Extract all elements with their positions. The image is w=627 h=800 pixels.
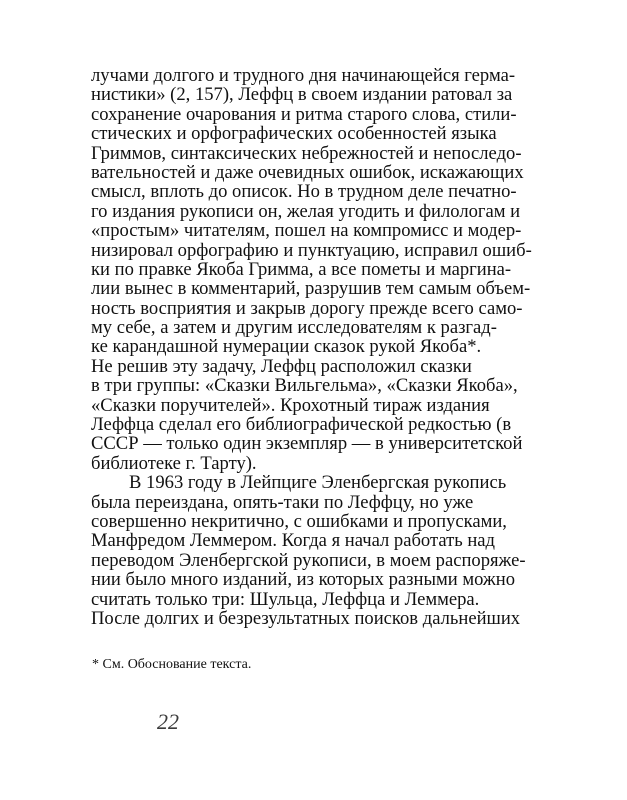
- text-line: в три группы: «Сказки Вильгельма», «Сказки Якоба»,: [91, 375, 518, 397]
- text-line: «простым» читателям, пошел на компромисс и модер-: [91, 220, 522, 242]
- text-line: Манфредом Леммером. Когда я начал работать над: [91, 530, 496, 552]
- paragraph-start-line: В 1963 году в Лейпциге Эленбергская рукопись: [129, 472, 507, 494]
- text-line: библиотеке г. Тарту).: [91, 452, 257, 474]
- page-number: 22: [157, 709, 179, 734]
- text-line: была переиздана, опять-таки по Леффцу, но уже: [91, 491, 474, 513]
- text-line: ки по правке Якоба Гримма, а все пометы и маргина-: [91, 258, 512, 280]
- text-line: Гриммов, синтаксических небрежностей и непоследо-: [91, 142, 522, 164]
- text-line: СССР — только один экземпляр — в университетской: [91, 433, 523, 455]
- text-line: После долгих и безрезультатных поисков дальнейших: [91, 607, 521, 629]
- text-line: считать только три: Шульца, Леффца и Леммера.: [91, 588, 480, 610]
- text-line: низировал орфографию и пунктуацию, исправил ошиб-: [91, 239, 532, 261]
- text-line: нистики» (2, 157), Леффц в своем издании ратовал за: [91, 84, 513, 106]
- text-line: го издания рукописи он, желая угодить и филологам и: [91, 200, 521, 222]
- text-line: ность восприятия и закрыв дорогу прежде всего само-: [91, 297, 523, 319]
- text-line: стических и орфографических особенностей языка: [91, 123, 497, 145]
- text-line: лучами долгого и трудного дня начинающейся герма-: [91, 65, 516, 86]
- text-line: ке карандашной нумерации сказок рукой Якоба*.: [91, 336, 482, 358]
- main-text: [91, 66, 561, 628]
- footnote: * См. Обоснование текста.: [92, 657, 252, 672]
- text-line: переводом Эленбергской рукописи, в моем распоряже-: [91, 549, 526, 571]
- text-line: смысл, вплоть до описок. Но в трудном деле печатно-: [91, 181, 517, 203]
- text-line: «Сказки поручителей». Крохотный тираж издания: [91, 394, 490, 416]
- text-line: сохранение очарования и ритма старого слова, стили-: [91, 103, 517, 125]
- text-line: Не решив эту задачу, Леффц расположил сказки: [91, 355, 472, 377]
- text-line: вательностей и даже очевидных ошибок, искажающих: [91, 161, 524, 183]
- text-line: лии вынес в комментарий, разрушив тем самым объем-: [91, 278, 531, 300]
- text-line: му себе, а затем и другим исследователям к разгад-: [91, 317, 497, 339]
- text-line: совершенно некритично, с ошибками и пропусками,: [91, 510, 507, 532]
- text-line: Леффца сделал его библиографической редкостью (в: [91, 414, 512, 436]
- text-line: нии было много изданий, из которых разными можно: [91, 569, 516, 591]
